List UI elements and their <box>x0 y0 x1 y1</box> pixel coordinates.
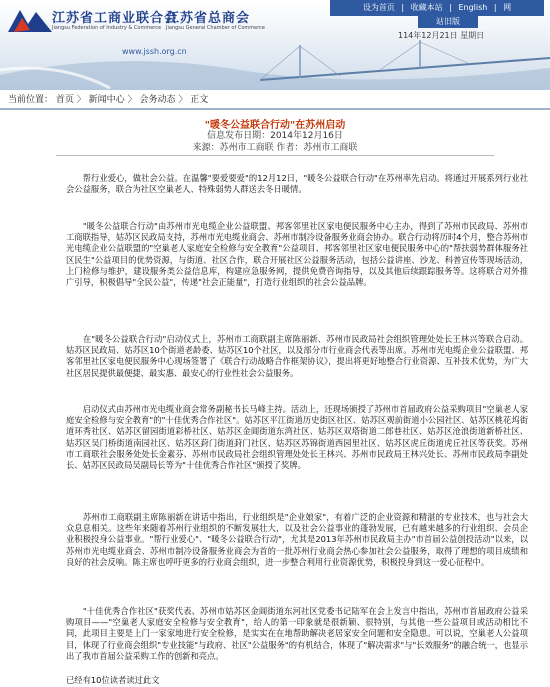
bookmark-link[interactable]: 收藏本站 <box>410 3 443 12</box>
article-paragraph: 帮行业爱心，做社会公益。在温馨"要爱要爱"的12月12日，"暖冬公益联合行动"在苏州率先启动。将通过开展系列行业社会公益服务，联合为社区空巢老人、特殊弱势人群送去冬日暖情。 <box>66 173 528 195</box>
breadcrumb-item-news-center[interactable]: 新闻中心 <box>88 95 125 105</box>
article-paragraph: 在"暖冬公益联合行动"启动仪式上，苏州市工商联副主席陈丽新、苏州市民政局社会组织管理处处长王林兴等联合启动。姑苏区民政局、姑苏区10个街道老龄委、姑苏区10个社区，以及部分市行业商会代表等出席。苏州市光电缆企业公益联盟、邦客邻里社区家电便民服务中心现场签署了《联合行动战略合作框架协议》，提出将更好地整合行业资源、互补技术优势，为广大社区居民提供最便捷、最实惠、最安心的行业性社会公益服务。 <box>66 334 528 378</box>
article-title: "暖冬公益联合行动"在苏州启动 <box>204 120 346 131</box>
bridge-banner-image <box>0 40 550 90</box>
breadcrumb <box>0 93 550 107</box>
site-url: www.jssh.org.cn <box>122 47 187 56</box>
article-paragraph: 启动仪式由苏州市光电缆业商会常务副秘书长马峰主持。活动上，还现场颁授了苏州市首届政府公益采购项目"空巢老人家庭安全检修与安全教育"的"十佳优秀合作社区"。姑苏区平江街道历史街区社区、姑苏区观前街道小公园社区、姑苏区桃花坞街道环秀社区、姑苏区留园街道彩桥社区、姑苏区金阊街道东湾社区、姑苏区双塔街道二郎巷社区、姑苏区沧浪街道新桥社区、姑苏区吴门桥街道南园社区、姑苏区葑门街道葑门社区、姑苏区苏锦街道西园里社区、姑苏区虎丘街道虎丘社区等获奖。苏州市工商联社会服务处处长金素芬、苏州市民政局社会组织管理处处长王林兴、苏州市民政局王林兴处长、苏州市民政局李副处长、姑苏区民政局吴副局长等为"十佳优秀合作社区"颁授了奖牌。 <box>66 404 528 471</box>
article-divider <box>56 155 494 156</box>
org-name-en: Jiangsu Federation of Industry & Commerce <box>52 25 162 31</box>
article-paragraph: 苏州市工商联副主席陈丽新在讲话中指出，行业组织是"企业娘家"，有着广泛的企业资源和精湛的专业技术，也与社会大众息息相关。这些年来随着苏州行业组织的不断发展壮大，以及社会公益事业的蓬勃发展，已有越来越多的行业组织、会员企业积极投身公益事业。"帮行业爱心"、"暖冬公益联合行动"，尤其是2013年苏州市民政局主办"市首届公益创投活动"以来，以苏州市光电缆业商会、苏州市制冷设备服务业商会为首的一批苏州行业商会热心参加社会公益服务，取得了理想的项目成绩和良好的社会反响。陈主席也呼吁更多的行业商会组织，进一步整合利用行业资源优势，积极投身到这一爱心征程中。 <box>66 512 528 567</box>
network-link[interactable]: 网 <box>503 3 512 12</box>
old-site-link[interactable]: 站旧版 <box>418 16 478 28</box>
article-paragraph: "十佳优秀合作社区"获奖代表、苏州市姑苏区金阊街道东河社区党委书记陆军在会上发言中指出，苏州市首届政府公益采购项目——"空巢老人家庭安全检修与安全教育"，给人的第一印象就是很新颖、很特别，与其他一些公益项目或活动相比不同，此项目主要是上门一家家地进行安全检修，是实实在在地帮助解决老居家安全问题和安全隐患。可以说，空巢老人公益项目，体现了行业商会组织"专业技能"与政府、社区"公益服务"的有机结合，体现了"解决需求"与"长效服务"的融合统一，也显示出了我市首届公益采购工作的创新和亮点。 <box>66 606 528 661</box>
breadcrumb-item-article: 正文 <box>190 95 209 105</box>
breadcrumb-item-affairs[interactable]: 会务动态 <box>139 95 176 105</box>
article-paragraph: "暖冬公益联合行动"由苏州市光电缆企业公益联盟、邦客邻里社区家电便民服务中心主办，得到了苏州市民政局、苏州市工商联指导，姑苏区民政局支持，苏州市光电缆业商会、苏州市制冷设备服务业商会协办。联合行动将历时4个月，整合苏州市光电缆企业公益联盟的"空巢老人家庭安全检修与安全教育"公益项目、邦客邻里社区家电便民服务中心的"帮扶弱势群体服务社区民生"公益项目的优势资源，与街道、社区合作，联合开展社区公益服务活动，包括公益讲座、沙龙、科普宣传等现场活动，上门检修与维护，建设服务类公益信息库，构建应急服务网，提供免费咨询指导，以及其他后续跟踪服务等。这将联合对外推广引导，积极倡导"全民公益"，传递"社会正能量"，打造行业组织的社会公益品牌。 <box>66 221 528 288</box>
english-link[interactable]: English <box>458 3 488 12</box>
breadcrumb-separator: 〉 <box>178 95 188 105</box>
federation-logo-icon <box>6 6 54 34</box>
nav-separator: | <box>493 3 497 12</box>
site-header <box>0 0 550 90</box>
set-homepage-link[interactable]: 设为首页 <box>362 3 395 12</box>
article-source: 来源：苏州市工商联 作者：苏州市工商联 <box>192 143 358 153</box>
breadcrumb-separator: 〉 <box>76 95 86 105</box>
current-date: 114年12月21日 星期日 <box>398 31 485 40</box>
breadcrumb-separator: 〉 <box>127 95 137 105</box>
org-name-cn: 江苏省工商业联合会 <box>52 11 179 26</box>
top-navigation <box>330 0 544 16</box>
chamber-name-cn: 江苏省总商会 <box>166 11 251 26</box>
breadcrumb-divider <box>0 108 550 110</box>
reader-count: 已经有10位读者读过此文 <box>66 675 160 685</box>
breadcrumb-item-home[interactable]: 首页 <box>55 95 74 105</box>
breadcrumb-label: 当前位置： <box>8 95 54 105</box>
article-date: 信息发布日期：2014年12月16日 <box>207 131 343 141</box>
chamber-name-en: Jiangsu General Chamber of Commerce <box>166 25 265 31</box>
nav-separator: | <box>401 3 405 12</box>
nav-separator: | <box>449 3 452 12</box>
